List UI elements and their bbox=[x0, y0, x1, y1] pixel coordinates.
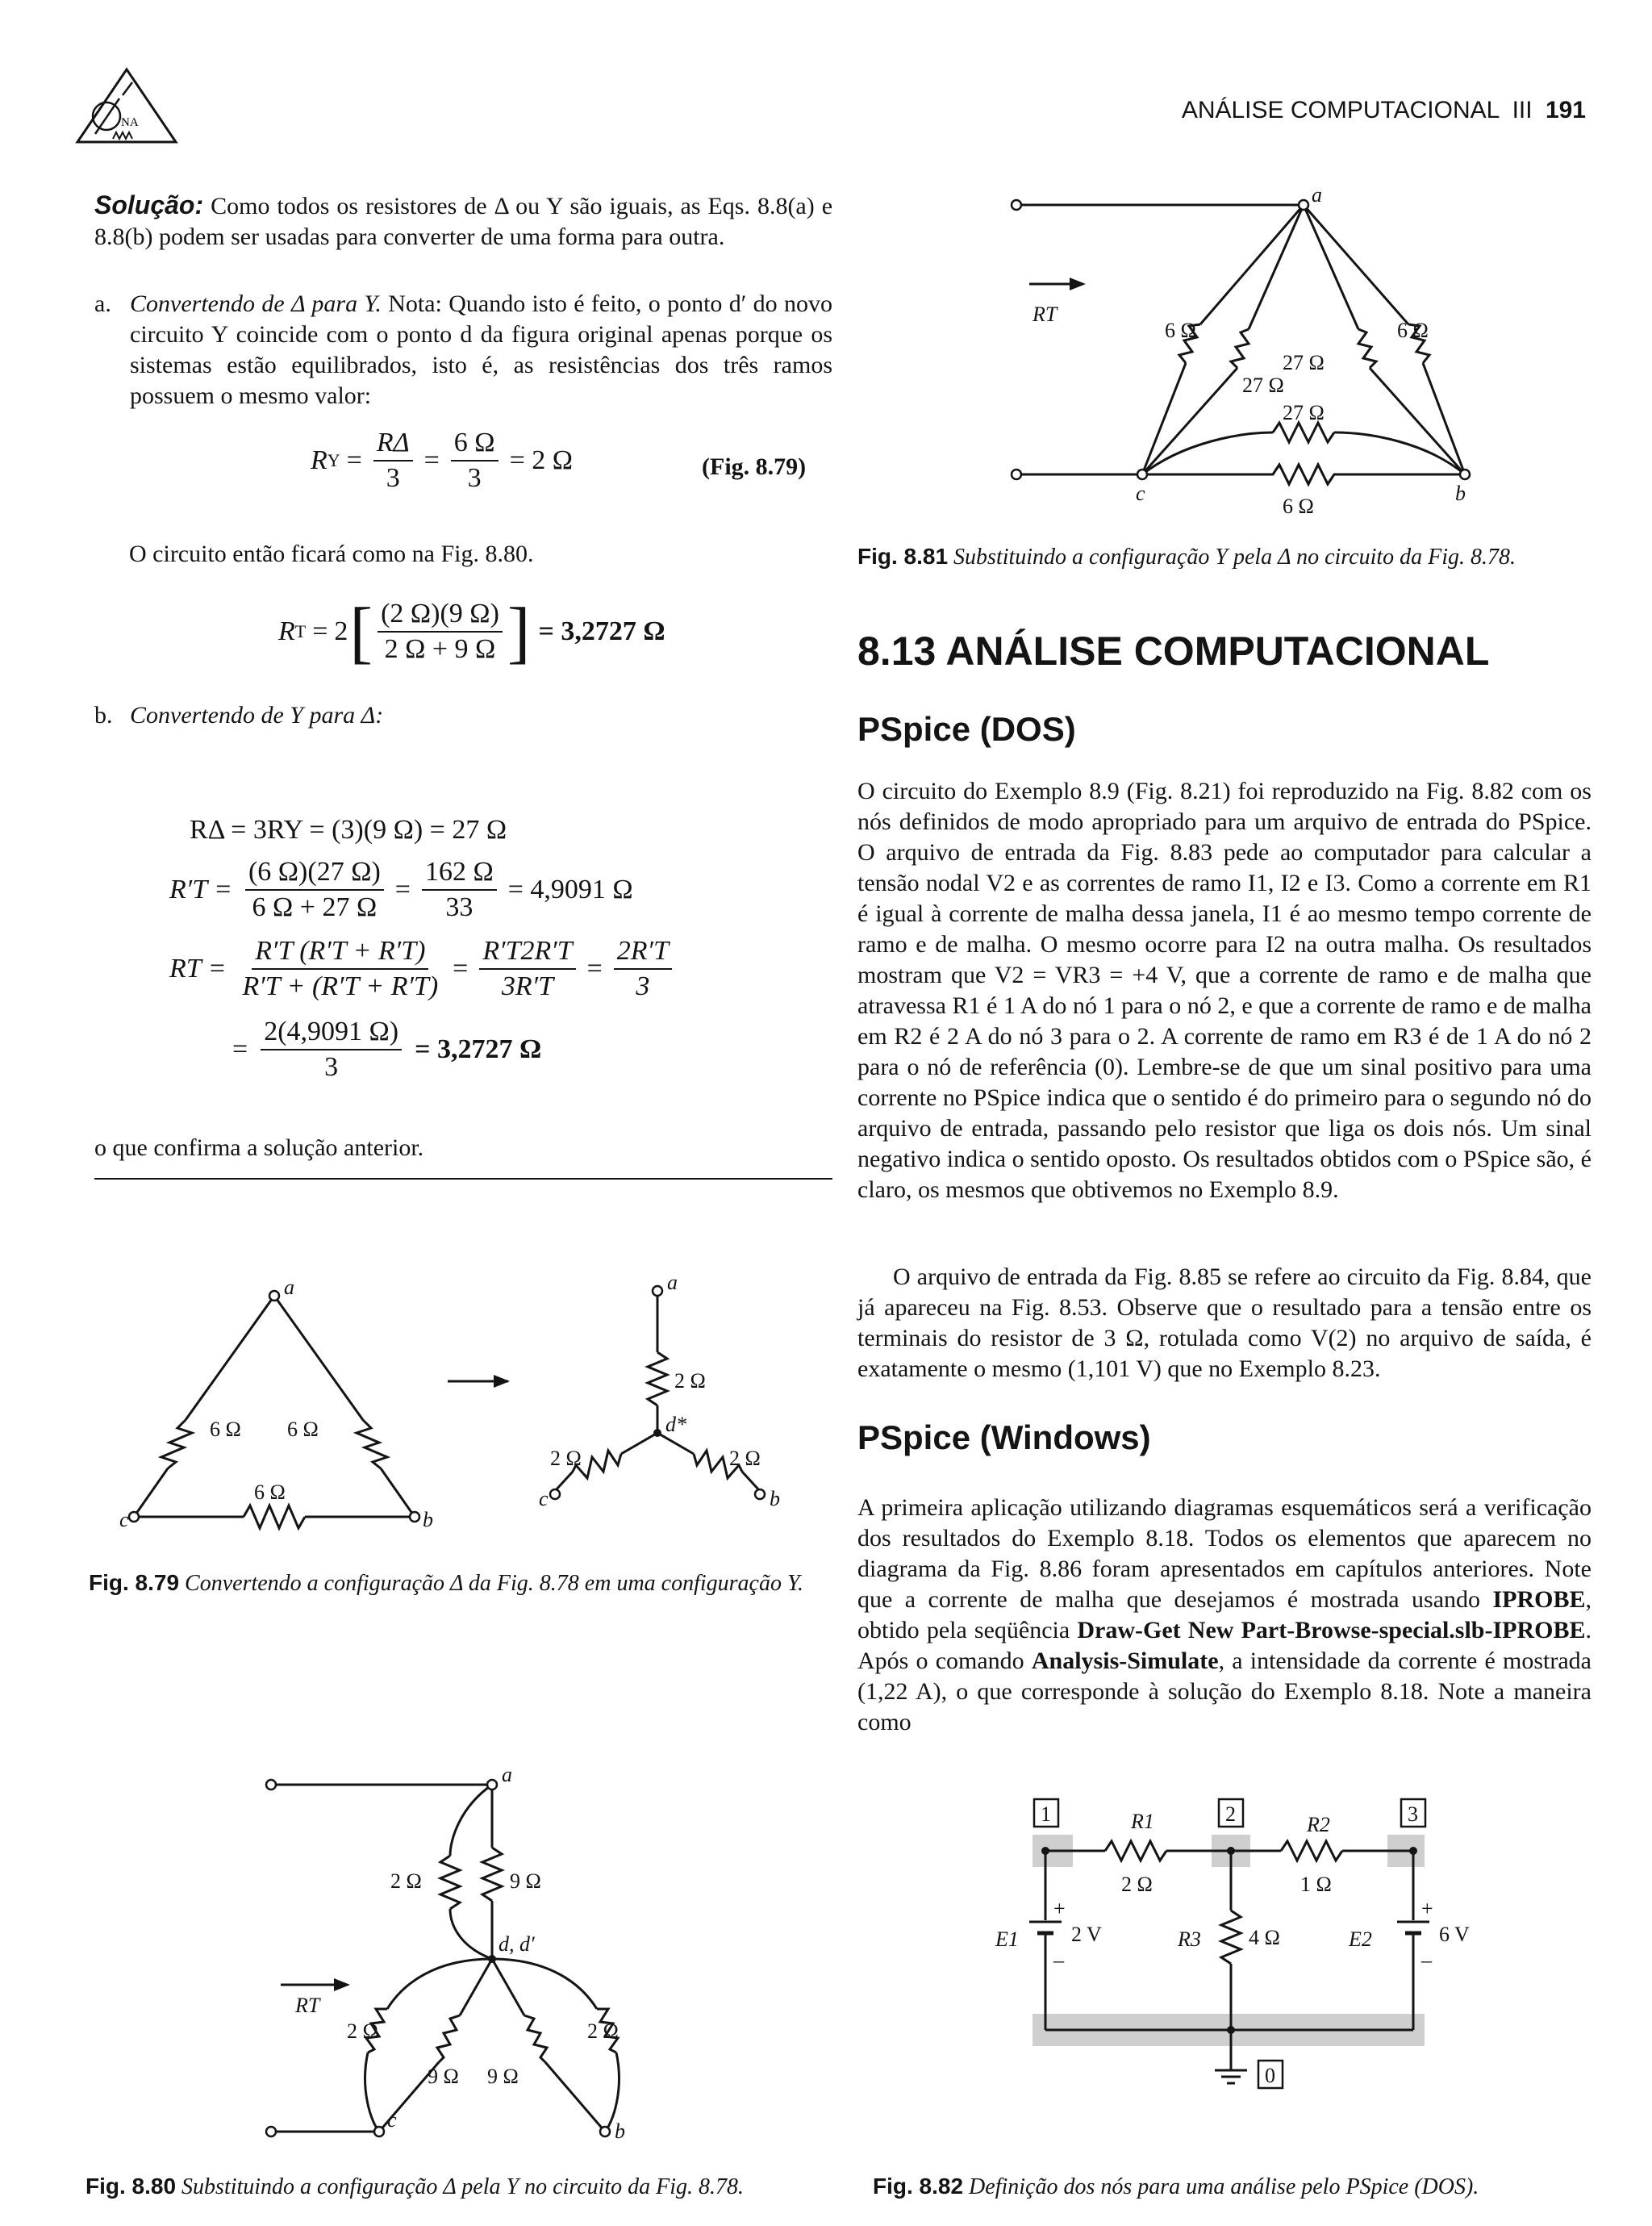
svg-text:2 Ω: 2 Ω bbox=[729, 1447, 761, 1470]
svg-text:c: c bbox=[539, 1487, 549, 1510]
svg-text:a: a bbox=[502, 1767, 512, 1786]
item-a-text: Nota: Quando isto é feito, o ponto d′ do novo circuito Y coincide com o ponto d da figura original apenas porque os sistemas estão equilibrados, isto é, as resistências dos três ramos possuem o mesmo valor: bbox=[130, 290, 833, 409]
solution-text: Como todos os resistores de Δ ou Y são iguais, as Eqs. 8.8(a) e 8.8(b) podem ser usadas para converter de uma forma para outra. bbox=[94, 193, 833, 250]
item-a bbox=[94, 289, 832, 411]
svg-text:+: + bbox=[1053, 1897, 1066, 1920]
figure-8-80-caption: Fig. 8.80 Substituindo a configuração Δ pela Y no circuito da Fig. 8.78. bbox=[86, 2174, 745, 2199]
figure-8-81-caption: Fig. 8.81 Substituindo a configuração Y pela Δ no circuito da Fig. 8.78. bbox=[857, 544, 1516, 570]
svg-text:2 Ω: 2 Ω bbox=[1121, 1873, 1153, 1896]
svg-text:R2: R2 bbox=[1307, 1813, 1330, 1836]
svg-text:b: b bbox=[423, 1508, 433, 1531]
equation-rt-prime: R′T = $\frac{(6 \Omega)(27 \Omega)}{6 \Omega + 27 \Omega}$ = $\frac{162 \Omega}{33}$ = 4,9091 Ω bbox=[169, 857, 633, 922]
equation-ry: R Y = $\frac{R\Delta}{3}$ = $\frac{6 \Omega}{3}$ = 2 Ω bbox=[311, 428, 574, 493]
svg-text:a: a bbox=[1312, 184, 1322, 207]
svg-text:b: b bbox=[615, 2120, 625, 2143]
equation-rt-final: = $\frac{2(4,9091 \Omega)}{3}$ = 3,2727 Ω bbox=[232, 1017, 542, 1082]
equation-rt-long: RT = $\frac{R'T (R'T + R'T)}{R'T + (R'T + R'T)}$ = $\frac{R'T2R'T}{3R'T}$ = $\frac{2R'T}{3}$ bbox=[169, 936, 677, 1002]
figure-8-82-caption: Fig. 8.82 Definição dos nós para uma análise pelo PSpice (DOS). bbox=[873, 2174, 1479, 2199]
svg-text:3: 3 bbox=[1408, 1802, 1418, 1826]
svg-text:4 Ω: 4 Ω bbox=[1249, 1926, 1280, 1949]
item-b-marker: b. bbox=[94, 702, 113, 729]
svg-text:1: 1 bbox=[1041, 1802, 1051, 1826]
svg-text:2 Ω: 2 Ω bbox=[674, 1369, 706, 1393]
item-b-title: Convertendo de Y para Δ: bbox=[130, 702, 384, 729]
svg-text:9 Ω: 9 Ω bbox=[510, 1869, 541, 1893]
figure-8-79-diagram bbox=[105, 1275, 815, 1541]
paragraph-input-file: O arquivo de entrada da Fig. 8.85 se refere ao circuito da Fig. 8.84, que já apareceu na Fig. 8.53. Observe que o resultado para a tensão entre os terminais do resistor de 3 Ω, rotulada como V(2) no arquivo de saída, é exatamente o mesmo (1,101 V) que no Exemplo 8.23. bbox=[857, 1263, 1592, 1382]
equation-rt: R T = 2 [ $\frac{(2 \Omega)(9 \Omega)}{2 \Omega + 9 \Omega}$ ] = 3,2727 Ω bbox=[278, 593, 665, 670]
svg-text:d, d′: d, d′ bbox=[499, 1932, 535, 1956]
svg-text:E1: E1 bbox=[995, 1927, 1019, 1951]
svg-text:b: b bbox=[770, 1487, 780, 1510]
subsection-pspice-dos: PSpice (DOS) bbox=[857, 710, 1076, 748]
section-divider bbox=[94, 1178, 832, 1180]
svg-text:c: c bbox=[119, 1508, 129, 1531]
svg-text:9 Ω: 9 Ω bbox=[487, 2065, 519, 2088]
svg-text:c: c bbox=[387, 2108, 397, 2132]
figure-8-79-caption: Fig. 8.79 Convertendo a configuração Δ da Fig. 8.78 em uma configuração Y. bbox=[89, 1570, 803, 1596]
svg-text:a: a bbox=[284, 1276, 294, 1299]
subsection-pspice-windows: PSpice (Windows) bbox=[857, 1418, 1151, 1456]
svg-text:R1: R1 bbox=[1131, 1810, 1154, 1833]
svg-text:27 Ω: 27 Ω bbox=[1283, 351, 1325, 374]
svg-text:–: – bbox=[1421, 1948, 1432, 1972]
paragraph-pspice-dos: O circuito do Exemplo 8.9 (Fig. 8.21) foi reproduzido na Fig. 8.82 com os nós definidos de modo apropriado para um arquivo de entrada do PSpice. O arquivo de entrada da Fig. 8.83 pede ao computador para calcular a tensão nodal V2 e as correntes de ramo I1, I2 e I3. Como a corrente em R1 é igual à corrente de malha dessa janela, I1 é ao mesmo tempo corrente de ramo e de malha. O mesmo ocorre para I2 na outra malha. Os resultados mostram que V2 = VR3 = +4 V, que a corrente de ramo e de malha que atravessa R1 é 1 A do nó 1 para o nó 2, e que a corrente de ramo e de malha em R2 é 2 A do nó 3 para o 2. A corrente de ramo em R3 é de 1 A do nó 2 para o nó de referência (0). Lembre-se de que um sinal positivo para uma corrente no PSpice indica que o sentido é do primeiro para o segundo nó do arquivo de entrada, passando pelo resistor que liga os dois nós. Um sinal negativo indica o sentido oposto. Os resultados obtidos com o PSpice são, é claro, os mesmos que obtivemos no Exemplo 8.9. bbox=[857, 778, 1592, 1203]
svg-text:27 Ω: 27 Ω bbox=[1283, 401, 1325, 424]
svg-text:0: 0 bbox=[1265, 2064, 1275, 2087]
svg-text:6 Ω: 6 Ω bbox=[1397, 319, 1429, 342]
svg-text:6 V: 6 V bbox=[1439, 1923, 1470, 1946]
svg-text:2 V: 2 V bbox=[1071, 1923, 1102, 1946]
svg-text:b: b bbox=[1455, 482, 1466, 505]
item-a-marker: a. bbox=[94, 290, 111, 317]
svg-text:R3: R3 bbox=[1178, 1927, 1201, 1951]
svg-text:NA: NA bbox=[121, 116, 139, 129]
svg-text:6 Ω: 6 Ω bbox=[1283, 495, 1314, 518]
running-header bbox=[1113, 97, 1586, 124]
svg-text:2 Ω: 2 Ω bbox=[587, 2019, 619, 2043]
svg-text:a: a bbox=[667, 1275, 678, 1294]
confirm-text: o que confirma a solução anterior. bbox=[94, 1134, 424, 1161]
figure-8-82-diagram bbox=[992, 1775, 1508, 2130]
solution-paragraph bbox=[94, 190, 832, 253]
svg-text:1 Ω: 1 Ω bbox=[1300, 1873, 1332, 1896]
svg-text:c: c bbox=[1136, 482, 1145, 505]
running-title: ANÁLISE COMPUTACIONAL bbox=[1181, 97, 1500, 123]
svg-text:6 Ω: 6 Ω bbox=[254, 1481, 286, 1504]
svg-text:d*: d* bbox=[665, 1413, 686, 1436]
svg-text:E2: E2 bbox=[1349, 1927, 1372, 1951]
svg-text:2 Ω: 2 Ω bbox=[550, 1447, 582, 1470]
section-title: 8.13 ANÁLISE COMPUTACIONAL bbox=[857, 629, 1490, 674]
figure-8-80-diagram bbox=[242, 1767, 694, 2146]
figure-8-81-diagram bbox=[1007, 184, 1523, 523]
svg-text:RT: RT bbox=[1032, 303, 1058, 326]
svg-text:2 Ω: 2 Ω bbox=[347, 2019, 378, 2043]
paragraph-pspice-windows: A primeira aplicação utilizando diagramas esquemáticos será a verificação dos resultados do Exemplo 8.18. Todos os elementos que aparecem no diagrama da Fig. 8.86 foram apresentados em capítulos anteriores. Note que a corrente de malha que desejamos é mostrada usando IPROBE, obtido pela seqüência Draw-Get New Part-Browse-special.slb-IPROBE. Após o comando Analysis-Simulate, a intensidade da corrente é mostrada (1,22 A), o que corresponde à solução do Exemplo 8.18. Note a maneira como bbox=[857, 1494, 1592, 1735]
solution-label: Solução: bbox=[94, 190, 204, 219]
equation-rdelta: RΔ = 3RY = (3)(9 Ω) = 27 Ω bbox=[190, 815, 507, 845]
running-separator: III bbox=[1512, 97, 1533, 123]
svg-text:6 Ω: 6 Ω bbox=[287, 1418, 319, 1441]
svg-text:+: + bbox=[1421, 1897, 1433, 1920]
svg-text:6 Ω: 6 Ω bbox=[1165, 319, 1196, 342]
page-number: 191 bbox=[1545, 97, 1586, 123]
eq1-figure-ref: (Fig. 8.79) bbox=[702, 453, 807, 480]
item-b bbox=[94, 700, 832, 731]
svg-text:–: – bbox=[1053, 1948, 1064, 1972]
svg-text:RT: RT bbox=[295, 1994, 320, 2017]
svg-text:9 Ω: 9 Ω bbox=[428, 2065, 459, 2088]
svg-text:2: 2 bbox=[1225, 1802, 1236, 1826]
svg-text:2 Ω: 2 Ω bbox=[390, 1869, 422, 1893]
svg-text:27 Ω: 27 Ω bbox=[1242, 374, 1284, 397]
svg-text:6 Ω: 6 Ω bbox=[210, 1418, 241, 1441]
delta-logo-icon bbox=[74, 66, 179, 147]
item-a-title: Convertendo de Δ para Y. bbox=[130, 290, 382, 317]
circuit-note: O circuito então ficará como na Fig. 8.80. bbox=[129, 541, 534, 567]
